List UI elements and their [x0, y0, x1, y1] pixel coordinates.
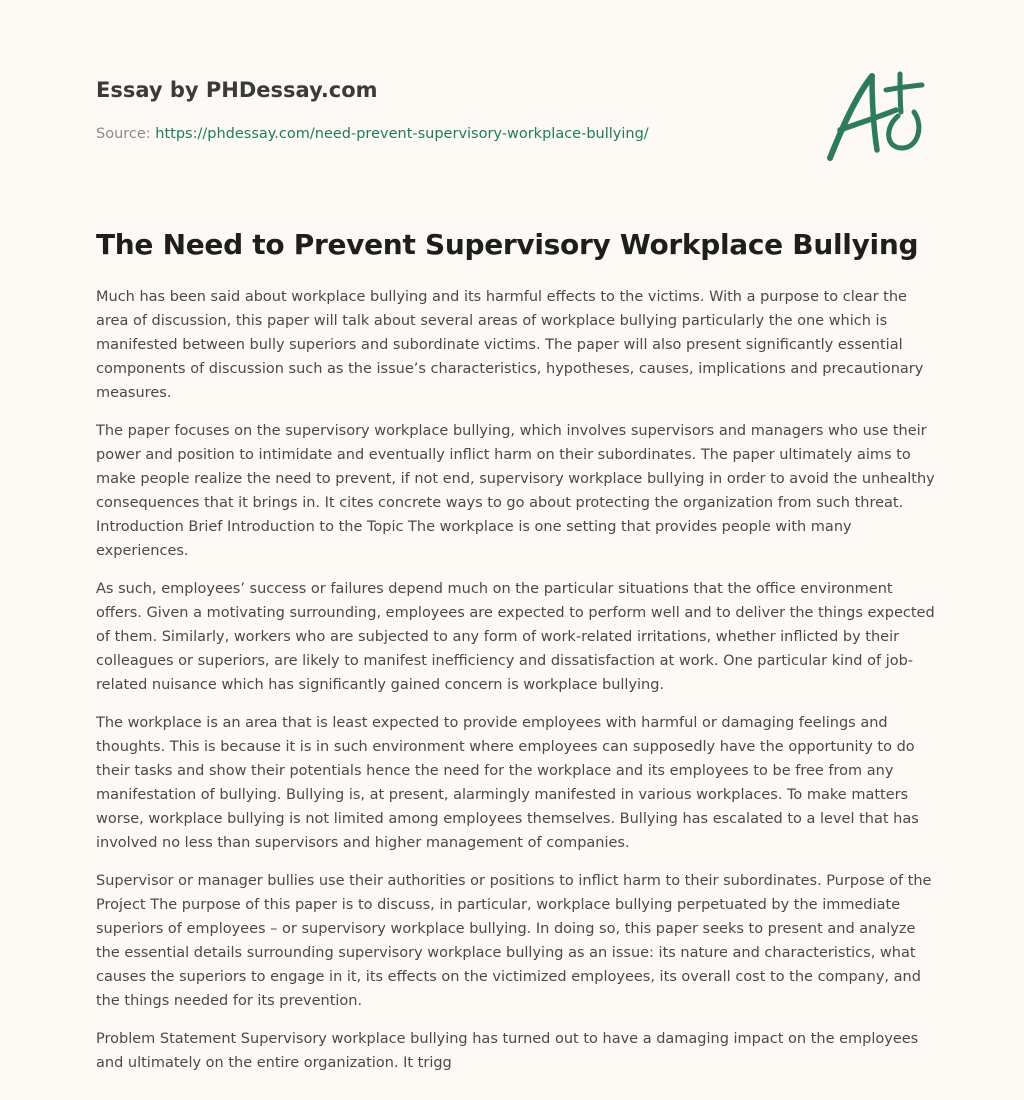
essay-body: [96, 285, 936, 1089]
source-line: [96, 124, 796, 144]
paragraph: Much has been said about workplace bullying and its harmful effects to the victims. With a purpose to clear the area of discussion, this paper will talk about several areas of workplace bullying particularly the one which is manifested between bully superiors and subordinate victims. The paper will also present significantly essential components of discussion such as the issue’s characteristics, hypotheses, causes, implications and precautionary measures.: [96, 289, 924, 401]
paragraph: As such, employees’ success or failures depend much on the particular situations that the office environment offers. Given a motivating surrounding, employees are expected to perform well and to deliver the things expected of them. Similarly, workers who are subjected to any form of work-related irritations, whether inflicted by their colleagues or superiors, are likely to manifest inefficiency and dissatisfaction at work. One particular kind of job-related nuisance which has significantly gained concern is workplace bullying.: [96, 581, 935, 693]
page-header: [96, 74, 796, 144]
brand-heading: Essay by PHDessay.com: [96, 78, 378, 102]
essay-title: The Need to Prevent Supervisory Workplace Bullying: [96, 228, 919, 261]
paragraph: The workplace is an area that is least expected to provide employees with harmful or damaging feelings and thoughts. This is because it is in such environment where employees can supposedly have the opportunity to do their tasks and show their potentials hence the need for the workplace and its employees to be free from any manifestation of bullying. Bullying is, at present, alarmingly manifested in various workplaces. To make matters worse, workplace bullying is not limited among employees themselves. Bullying has escalated to a level that has involved no less than supervisors and higher management of companies.: [96, 715, 919, 851]
a-plus-grade-icon: [820, 66, 930, 166]
paragraph: Supervisor or manager bullies use their authorities or positions to inflict harm to their subordinates. Purpose of the Project The purpose of this paper is to discuss, in particular, workplace bullying perpetuated by the immediate superiors of employees – or supervisory workplace bullying. In doing so, this paper seeks to present and analyze the essential details surrounding supervisory workplace bullying as an issue: its nature and characteristics, what causes the superiors to engage in it, its effects on the victimized employees, its overall cost to the company, and the things needed for its prevention.: [96, 873, 932, 1009]
source-link[interactable]: https://phdessay.com/need-prevent-supervisory-workplace-bullying/: [155, 126, 649, 142]
paragraph: Problem Statement Supervisory workplace bullying has turned out to have a damaging impact on the employees and ultimately on the entire organization. It trigg: [96, 1031, 919, 1071]
paragraph: The paper focuses on the supervisory workplace bullying, which involves supervisors and managers who use their power and position to intimidate and eventually inflict harm on their subordinates. The paper ultimately aims to make people realize the need to prevent, if not end, supervisory workplace bullying in order to avoid the unhealthy consequences that it brings in. It cites concrete ways to go about protecting the organization from such threat. Introduction Brief Introduction to the Topic The workplace is one setting that provides people with many experiences.: [96, 423, 935, 559]
source-label: Source:: [96, 126, 156, 142]
